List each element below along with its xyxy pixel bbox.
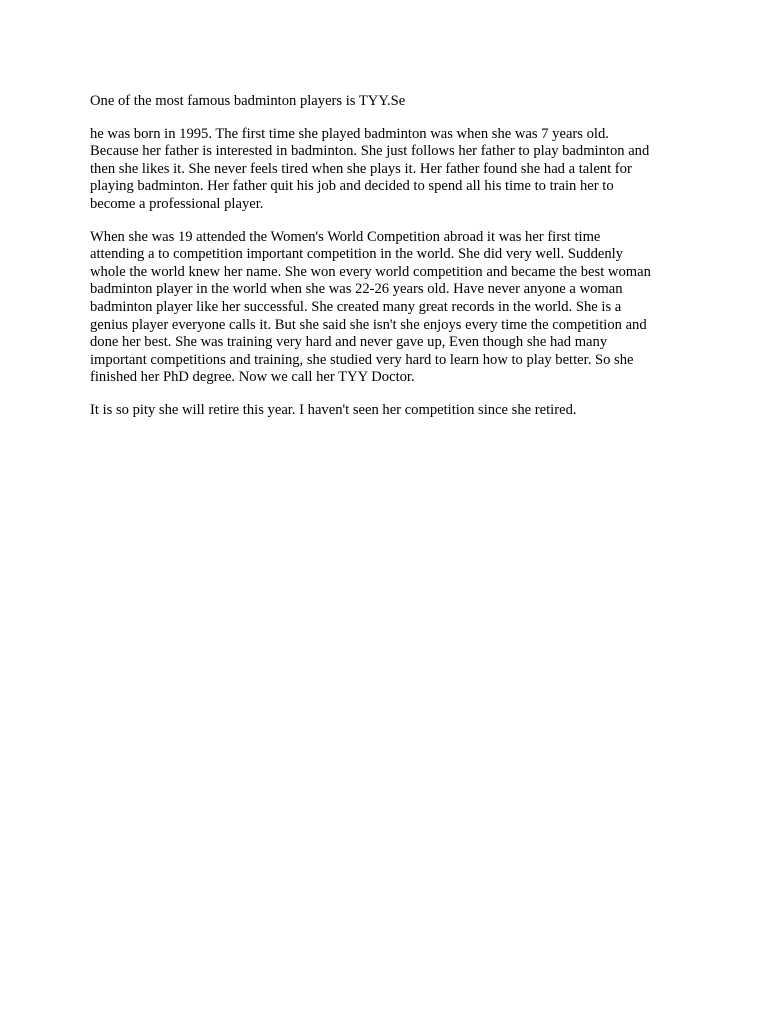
text-line: playing badminton. Her father quit his job and decided to spend all his time to train her to (90, 178, 614, 195)
text-line: done her best. She was training very hard and never gave up, Even though she had many (90, 334, 608, 351)
text-line: important competitions and training, she studied very hard to learn how to play better. So she (90, 351, 634, 368)
paragraph-title-line (90, 93, 672, 111)
text-line: then she likes it. She never feels tired when she plays it. Her father found she had a talent for (90, 160, 632, 177)
text-line: become a professional player. (90, 195, 264, 212)
text-line: finished her PhD degree. Now we call her TYY Doctor. (90, 369, 415, 386)
text-line: genius player everyone calls it. But she said she isn't she enjoys every time the competition and (90, 316, 647, 333)
text-line: One of the most famous badminton players is TYY.Se (90, 93, 406, 109)
text-line: It is so pity she will retire this year. I haven't seen her competition since she retired. (90, 401, 577, 418)
text-line: whole the world knew her name. She won every world competition and became the best woman (90, 263, 651, 280)
paragraph-retirement (90, 402, 672, 420)
document-body (90, 93, 672, 435)
paragraph-career (90, 229, 672, 387)
text-line: attending a to competition important competition in the world. She did very well. Suddenly (90, 246, 623, 263)
paragraph-birth (90, 126, 672, 214)
text-line: When she was 19 attended the Women's World Competition abroad it was her first time (90, 228, 601, 245)
text-line: badminton player in the world when she was 22-26 years old. Have never anyone a woman (90, 281, 623, 298)
text-line: he was born in 1995. The first time she played badminton was when she was 7 years old. (90, 125, 609, 142)
text-line: badminton player like her successful. She created many great records in the world. She is a (90, 298, 622, 315)
text-line: Because her father is interested in badminton. She just follows her father to play badminton and (90, 143, 650, 160)
